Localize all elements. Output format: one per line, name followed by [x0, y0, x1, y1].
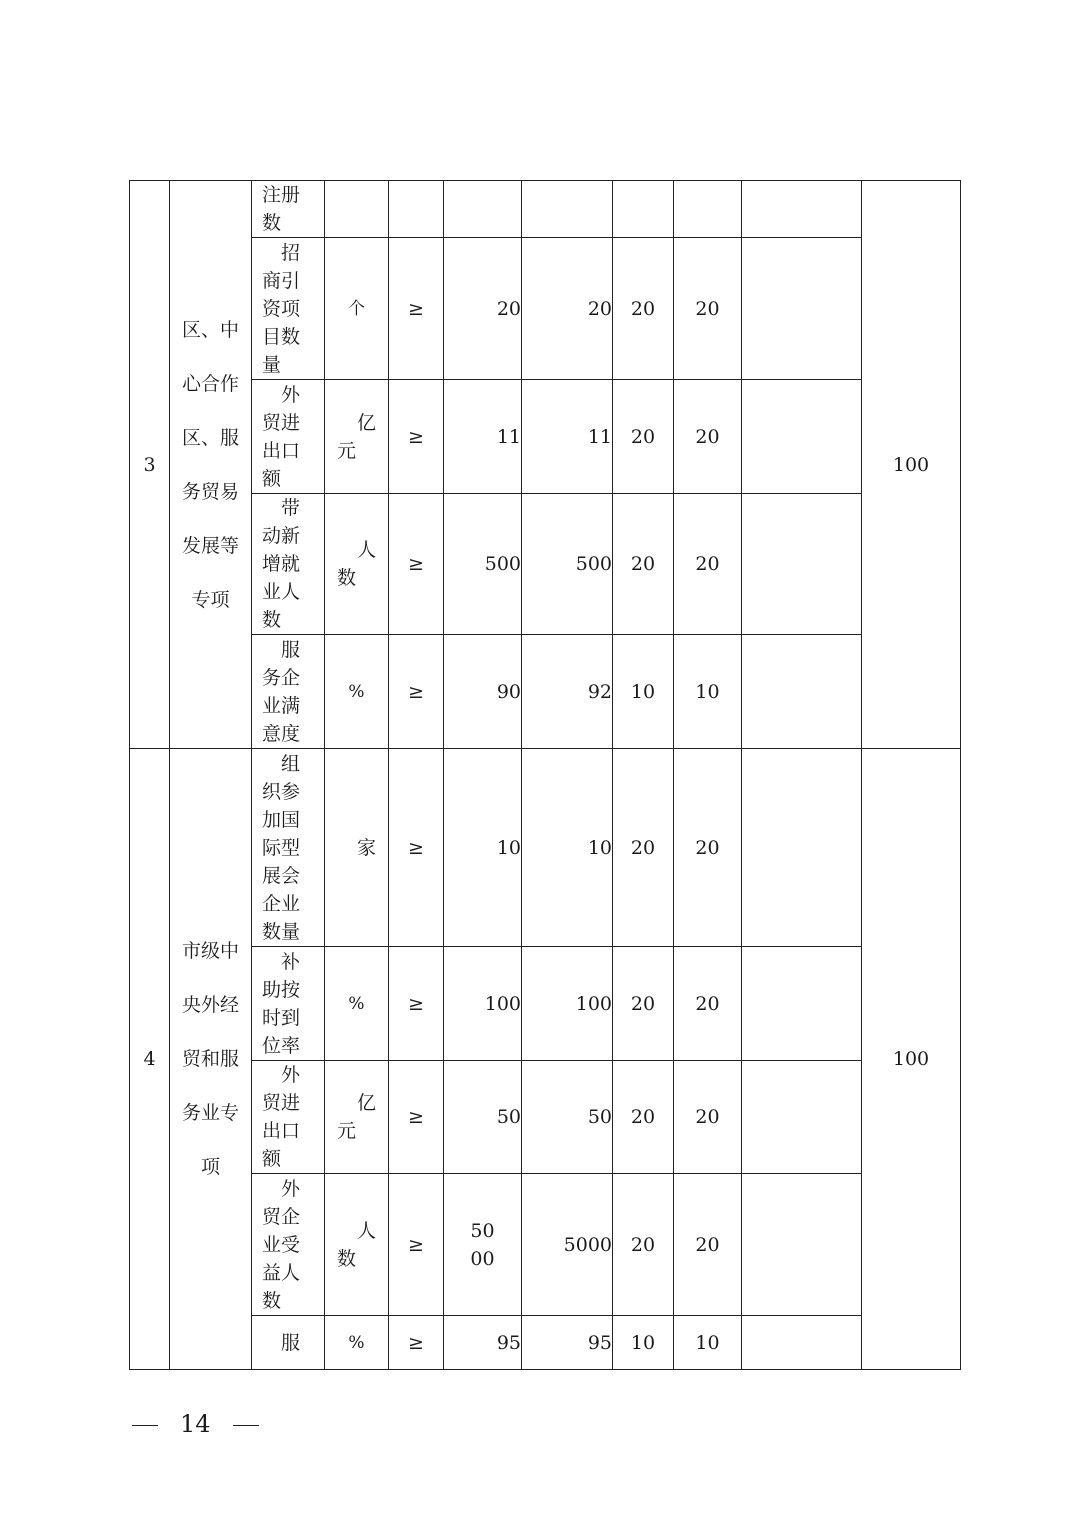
- remark-cell: [742, 1174, 862, 1316]
- page-number: 14: [180, 1410, 211, 1438]
- remark-cell: [742, 494, 862, 635]
- indicator-cell: [252, 494, 325, 635]
- table-row: [130, 1174, 961, 1316]
- indicator-name: 外贸进出口额: [262, 383, 301, 490]
- indicator-cell: [252, 947, 325, 1061]
- performance-table: [129, 180, 961, 1370]
- score-value: 20: [674, 1061, 742, 1174]
- score-value: 20: [674, 494, 742, 635]
- indicator-name: 注册数: [262, 184, 301, 234]
- indicator-name: 带动新增就业人数: [262, 497, 301, 631]
- indicator-cell: [252, 238, 325, 380]
- actual-value: 5000: [522, 1174, 613, 1316]
- target-value: [444, 181, 522, 238]
- actual-value: [522, 181, 613, 238]
- score-value: 20: [674, 380, 742, 494]
- table-row: [130, 380, 961, 494]
- score-value: 10: [674, 1316, 742, 1370]
- group-name-cell: [170, 749, 252, 1370]
- score-value: 20: [674, 749, 742, 947]
- indicator-name: 补助按时到位率: [262, 950, 301, 1057]
- unit-cell: %: [325, 635, 389, 749]
- score-value: 20: [674, 1174, 742, 1316]
- indicator-cell: [252, 1174, 325, 1316]
- unit-cell: [325, 494, 389, 635]
- indicator-cell: [252, 1061, 325, 1174]
- table-row: [130, 1316, 961, 1370]
- unit-cell: [325, 1174, 389, 1316]
- unit-cell: %: [325, 947, 389, 1061]
- operator-cell: ≥: [389, 1316, 444, 1370]
- weight-value: 10: [613, 635, 674, 749]
- actual-value: 50: [522, 1061, 613, 1174]
- remark-cell: [742, 635, 862, 749]
- score-value: 10: [674, 635, 742, 749]
- indicator-name: 服务企业满意度: [262, 638, 301, 745]
- actual-value: 20: [522, 238, 613, 380]
- target-value: 90: [444, 635, 522, 749]
- indicator-name: 招商引资项目数量: [262, 241, 301, 376]
- remark-cell: [742, 749, 862, 947]
- operator-cell: ≥: [389, 749, 444, 947]
- unit-cell: 个: [325, 238, 389, 380]
- indicator-cell: [252, 181, 325, 238]
- table-row: [130, 238, 961, 380]
- weight-value: 20: [613, 1061, 674, 1174]
- unit-text: 亿元: [337, 1092, 377, 1142]
- actual-value: 100: [522, 947, 613, 1061]
- indicator-name: 外贸企业受益人数: [262, 1177, 301, 1312]
- weight-value: 10: [613, 1316, 674, 1370]
- weight-value: 20: [613, 1174, 674, 1316]
- operator-cell: ≥: [389, 494, 444, 635]
- weight-value: [613, 181, 674, 238]
- unit-cell: [325, 749, 389, 947]
- remark-cell: [742, 181, 862, 238]
- actual-value: 92: [522, 635, 613, 749]
- remark-cell: [742, 947, 862, 1061]
- remark-cell: [742, 1316, 862, 1370]
- group-number: 4: [130, 749, 170, 1370]
- unit-cell: %: [325, 1316, 389, 1370]
- indicator-cell: [252, 749, 325, 947]
- indicator-cell: [252, 380, 325, 494]
- group-name: 区、中心合作区、服务贸易发展等专项: [181, 318, 239, 611]
- actual-value: 500: [522, 494, 613, 635]
- indicator-name: 组织参加国际型展会企业数量: [262, 752, 301, 943]
- unit-text: 人数: [337, 1219, 377, 1270]
- target-value: 95: [444, 1316, 522, 1370]
- page-footer: [132, 1410, 259, 1438]
- weight-value: 20: [613, 749, 674, 947]
- operator-cell: [389, 181, 444, 238]
- actual-value: 10: [522, 749, 613, 947]
- unit-text: 亿元: [337, 411, 377, 462]
- unit-text: 家: [357, 836, 377, 859]
- indicator-name: 外贸进出口额: [262, 1064, 301, 1170]
- operator-cell: ≥: [389, 1174, 444, 1316]
- table-row: [130, 494, 961, 635]
- group-name: 市级中央外经贸和服务业专项: [181, 940, 239, 1178]
- group-total: 100: [862, 749, 961, 1370]
- weight-value: 20: [613, 494, 674, 635]
- operator-cell: ≥: [389, 947, 444, 1061]
- group-number: 3: [130, 181, 170, 749]
- unit-text: 人数: [337, 539, 377, 589]
- target-value: 11: [444, 380, 522, 494]
- target-value: [444, 1174, 522, 1316]
- indicator-cell: [252, 1316, 325, 1370]
- table-row: [130, 181, 961, 238]
- operator-cell: ≥: [389, 1061, 444, 1174]
- table-row: [130, 749, 961, 947]
- actual-value: 95: [522, 1316, 613, 1370]
- table-row: [130, 635, 961, 749]
- indicator-cell: [252, 635, 325, 749]
- weight-value: 20: [613, 380, 674, 494]
- operator-cell: ≥: [389, 380, 444, 494]
- table-row: [130, 947, 961, 1061]
- target-value: 100: [444, 947, 522, 1061]
- remark-cell: [742, 380, 862, 494]
- weight-value: 20: [613, 238, 674, 380]
- footer-dash-left: [132, 1425, 158, 1426]
- score-value: 20: [674, 947, 742, 1061]
- target-value: 500: [444, 494, 522, 635]
- remark-cell: [742, 1061, 862, 1174]
- remark-cell: [742, 238, 862, 380]
- target-value: 50: [444, 1061, 522, 1174]
- group-total: 100: [862, 181, 961, 749]
- operator-cell: ≥: [389, 238, 444, 380]
- score-value: [674, 181, 742, 238]
- unit-cell: [325, 1061, 389, 1174]
- table-row: [130, 1061, 961, 1174]
- indicator-name: 服: [281, 1331, 301, 1354]
- target-value-text: 5000: [470, 1219, 495, 1270]
- unit-cell: [325, 380, 389, 494]
- weight-value: 20: [613, 947, 674, 1061]
- score-value: 20: [674, 238, 742, 380]
- group-name-cell: [170, 181, 252, 749]
- unit-cell: [325, 181, 389, 238]
- target-value: 20: [444, 238, 522, 380]
- operator-cell: ≥: [389, 635, 444, 749]
- actual-value: 11: [522, 380, 613, 494]
- target-value: 10: [444, 749, 522, 947]
- footer-dash-right: [233, 1425, 259, 1426]
